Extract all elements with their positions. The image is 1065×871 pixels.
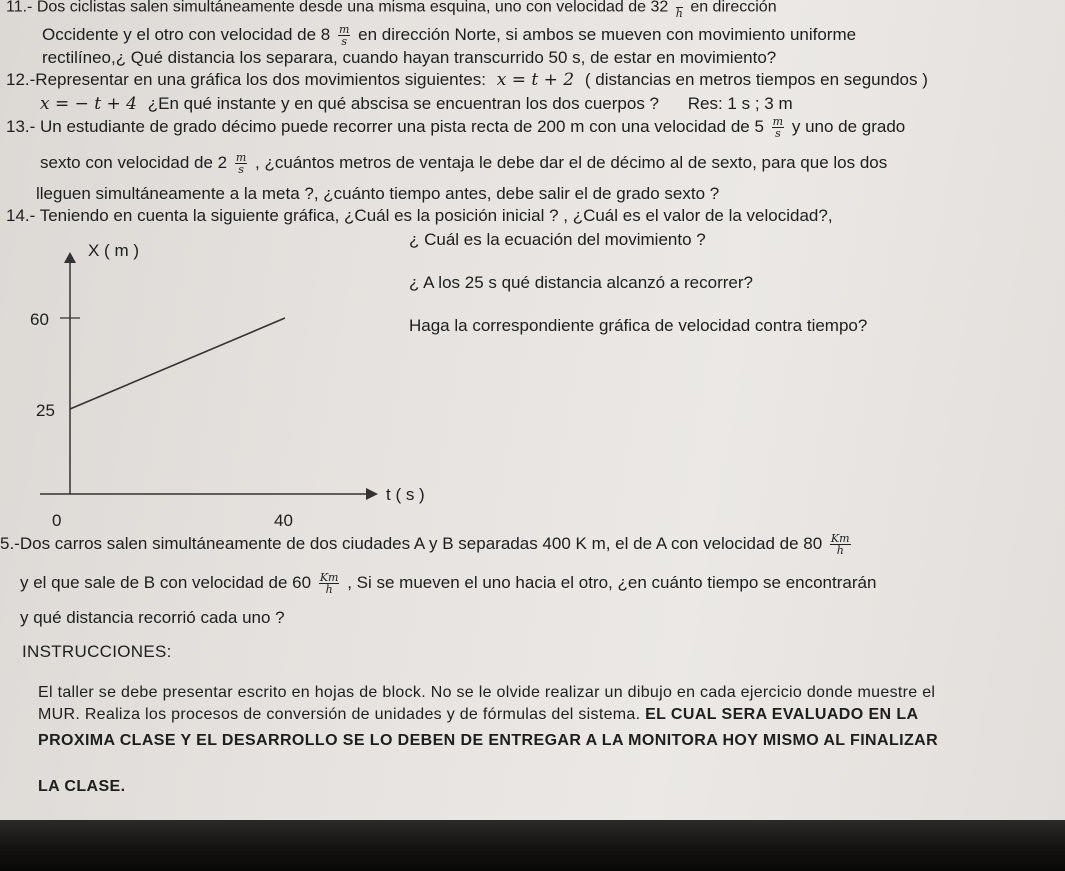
p15-text-2b: , Si se mueven el uno hacia el otro, ¿en cuánto tiempo se encontrarán bbox=[347, 573, 877, 592]
p11-text-1: 11.- Dos ciclistas salen simultáneamente desde una misma esquina, uno con velocidad de 32 bbox=[6, 0, 669, 16]
y-axis-arrow-icon bbox=[64, 252, 76, 263]
p15-fraction-2: $\frac{Km}{h}$ bbox=[319, 571, 339, 597]
p15-line-2 bbox=[20, 572, 876, 595]
instructions-text-4: LA CLASE. bbox=[38, 778, 126, 795]
p15-text-3: y qué distancia recorrió cada uno ? bbox=[20, 608, 285, 627]
p13-text-2a: sexto con velocidad de 2 bbox=[40, 153, 228, 172]
p11-text-2a: Occidente y el otro con velocidad de 8 bbox=[42, 25, 331, 44]
x-axis-label: t ( s ) bbox=[386, 485, 425, 504]
position-line bbox=[70, 318, 285, 409]
instructions-text-3: PROXIMA CLASE Y EL DESARROLLO SE LO DEBEN DE ENTREGAR A LA MONITORA HOY MISMO AL FINALIZAR bbox=[38, 732, 939, 749]
instructions-text-2b: EL CUAL SERA EVALUADO EN LA bbox=[645, 706, 919, 723]
p12-line-2 bbox=[40, 93, 793, 115]
p13-text-1b: y uno de grado bbox=[791, 117, 906, 136]
p12-equation-1: x = t + 2 bbox=[496, 70, 575, 90]
instructions-line-3 bbox=[38, 730, 938, 752]
instructions-text-2a: MUR. Realiza los procesos de conversión de unidades y de fórmulas del sistema. bbox=[38, 706, 641, 723]
position-time-graph bbox=[0, 235, 460, 535]
p13-line-2 bbox=[40, 152, 887, 175]
instructions-title-text: INSTRUCCIONES: bbox=[22, 642, 172, 661]
p15-text-1a: 5.-Dos carros salen simultáneamente de dos ciudades A y B separadas 400 K m, el de A con velocidad de 80 bbox=[0, 534, 823, 553]
p13-line-1 bbox=[6, 116, 905, 139]
p11-fraction-1: h bbox=[676, 0, 683, 19]
p11-line-3 bbox=[42, 47, 776, 69]
instructions-line-1 bbox=[38, 682, 935, 704]
p12-text-1a: 12.-Representar en una gráfica los dos movimientos siguientes: bbox=[6, 70, 487, 89]
p11-line-1 bbox=[6, 0, 777, 19]
p13-fraction-1: $\frac{m}{s}$ bbox=[772, 115, 784, 141]
p11-text-1-tail: en dirección bbox=[690, 0, 777, 16]
y-tick-label-60: 60 bbox=[30, 310, 49, 329]
p14-q3-text: Haga la correspondiente gráfica de velocidad contra tiempo? bbox=[409, 316, 868, 335]
origin-label: 0 bbox=[52, 511, 62, 530]
y-axis-label: X ( m ) bbox=[88, 241, 139, 260]
p13-fraction-2: $\frac{m}{s}$ bbox=[235, 151, 247, 177]
p15-line-1 bbox=[0, 533, 854, 556]
p14-text-1: 14.- Teniendo en cuenta la siguiente gráfica, ¿Cuál es la posición inicial ? , ¿Cuál es el valor de la velocidad?, bbox=[6, 206, 833, 225]
p13-line-3 bbox=[36, 183, 719, 205]
p15-text-2a: y el que sale de B con velocidad de 60 bbox=[20, 573, 312, 592]
instructions-text-1: El taller se debe presentar escrito en hojas de block. No se le olvide realizar un dibujo en cada ejercicio donde muestre el bbox=[38, 684, 936, 701]
instructions-title bbox=[22, 641, 172, 663]
p12-line-1 bbox=[6, 69, 928, 91]
p15-line-3 bbox=[20, 607, 285, 629]
p12-equation-2: x = − t + 4 bbox=[40, 94, 137, 114]
p14-q2-text: ¿ A los 25 s qué distancia alcanzó a recorrer? bbox=[409, 273, 753, 292]
p15-fraction-1: $\frac{Km}{h}$ bbox=[830, 532, 850, 558]
p13-text-1a: 13.- Un estudiante de grado décimo puede recorrer una pista recta de 200 m con una velocidad de 5 bbox=[6, 117, 764, 136]
table-surface bbox=[0, 820, 1065, 871]
p11-text-3: rectilíneo,¿ Qué distancia los separara, cuando hayan transcurrido 50 s, de estar en movimiento? bbox=[42, 48, 777, 67]
p11-text-2b: en dirección Norte, si ambos se mueven con movimiento uniforme bbox=[358, 25, 857, 44]
p12-text-2: ¿En qué instante y en qué abscisa se encuentran los dos cuerpos ? bbox=[147, 94, 660, 113]
p12-text-1b: ( distancias en metros tiempos en segundos ) bbox=[584, 70, 928, 89]
instructions-line-4 bbox=[38, 776, 125, 798]
p14-question-3 bbox=[409, 315, 867, 337]
p11-fraction-2: $\frac{m}{s}$ bbox=[338, 23, 350, 49]
p13-text-3: lleguen simultáneamente a la meta ?, ¿cuánto tiempo antes, debe salir el de grado sexto ? bbox=[36, 184, 720, 203]
instructions-line-2 bbox=[38, 704, 918, 726]
p14-line-1 bbox=[6, 205, 833, 227]
y-tick-label-25: 25 bbox=[36, 401, 55, 420]
p13-text-2b: , ¿cuántos metros de ventaja le debe dar el de décimo al de sexto, para que los dos bbox=[255, 153, 888, 172]
x-tick-label-40: 40 bbox=[274, 511, 293, 530]
p12-result: Res: 1 s ; 3 m bbox=[687, 94, 793, 113]
p11-line-2 bbox=[42, 24, 856, 47]
p14-q1-text: ¿ Cuál es la ecuación del movimiento ? bbox=[409, 230, 706, 249]
p14-question-2 bbox=[409, 272, 753, 294]
x-axis-arrow-icon bbox=[366, 488, 378, 500]
